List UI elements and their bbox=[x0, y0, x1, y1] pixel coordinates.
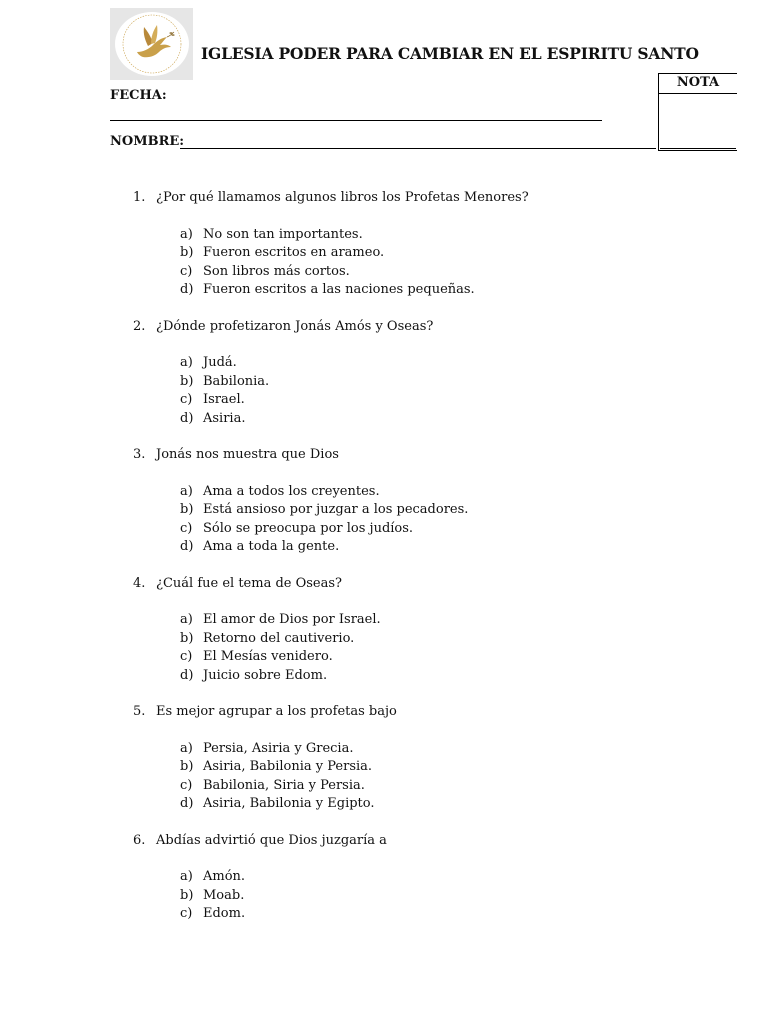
grade-line bbox=[660, 148, 736, 149]
answer-option[interactable] bbox=[0, 373, 768, 392]
option-text: Babilonia. bbox=[203, 373, 270, 389]
option-letter: d) bbox=[180, 282, 194, 297]
answer-option[interactable] bbox=[0, 667, 768, 686]
question-text: Jonás nos muestra que Dios bbox=[156, 447, 339, 462]
question-text: ¿Por qué llamamos algunos libros los Profetas Menores? bbox=[156, 190, 529, 205]
option-text: Edom. bbox=[203, 906, 246, 921]
option-text: El Mesías venidero. bbox=[203, 649, 333, 664]
grade-label: NOTA bbox=[659, 74, 737, 94]
logo-emblem bbox=[115, 12, 189, 76]
option-text: Israel. bbox=[203, 392, 245, 407]
name-label: NOMBRE: bbox=[110, 134, 185, 149]
option-letter: a) bbox=[180, 869, 193, 884]
date-line[interactable] bbox=[110, 120, 602, 121]
question-number: 1. bbox=[133, 190, 146, 205]
question-block bbox=[0, 703, 768, 814]
question-number: 5. bbox=[133, 704, 146, 719]
option-letter: c) bbox=[180, 777, 193, 793]
grade-box bbox=[658, 73, 737, 151]
option-text: Fueron escritos en arameo. bbox=[203, 245, 385, 260]
answer-option[interactable] bbox=[0, 905, 768, 924]
answer-option[interactable] bbox=[0, 758, 768, 777]
question-text: Abdías advirtió que Dios juzgaría a bbox=[156, 832, 387, 848]
question bbox=[0, 703, 768, 722]
question bbox=[0, 575, 768, 594]
answer-option[interactable] bbox=[0, 391, 768, 410]
question bbox=[0, 318, 768, 337]
answer-option[interactable] bbox=[0, 520, 768, 539]
date-label: FECHA: bbox=[110, 88, 167, 103]
option-text: Judá. bbox=[203, 355, 237, 370]
option-letter: c) bbox=[180, 520, 193, 536]
option-text: Juicio sobre Edom. bbox=[203, 667, 328, 683]
answer-option[interactable] bbox=[0, 887, 768, 906]
option-letter: a) bbox=[180, 483, 193, 499]
option-letter: d) bbox=[180, 667, 194, 683]
answer-option[interactable] bbox=[0, 410, 768, 429]
answer-option[interactable] bbox=[0, 244, 768, 263]
document-title: IGLESIA PODER PARA CAMBIAR EN EL ESPIRITU SANTO bbox=[201, 44, 699, 63]
option-text: El amor de Dios por Israel. bbox=[203, 612, 381, 627]
answer-option[interactable] bbox=[0, 354, 768, 373]
answer-option[interactable] bbox=[0, 483, 768, 502]
option-text: Retorno del cautiverio. bbox=[203, 630, 355, 646]
option-text: Moab. bbox=[203, 887, 245, 903]
name-line[interactable] bbox=[180, 148, 656, 149]
option-text: Asiria. bbox=[203, 410, 246, 426]
answer-option[interactable] bbox=[0, 538, 768, 557]
option-text: Persia, Asiria y Grecia. bbox=[203, 740, 354, 756]
question bbox=[0, 832, 768, 851]
option-letter: d) bbox=[180, 796, 194, 811]
option-text: Ama a toda la gente. bbox=[203, 539, 340, 554]
option-text: Babilonia, Siria y Persia. bbox=[203, 777, 365, 793]
option-text: Amón. bbox=[203, 869, 246, 884]
option-text: Está ansioso por juzgar a los pecadores. bbox=[203, 502, 469, 517]
answer-option[interactable] bbox=[0, 740, 768, 759]
option-text: Fueron escritos a las naciones pequeñas. bbox=[203, 282, 475, 297]
question-block bbox=[0, 832, 768, 924]
question-block bbox=[0, 446, 768, 557]
answer-option[interactable] bbox=[0, 263, 768, 282]
question-block bbox=[0, 318, 768, 429]
dove-icon bbox=[115, 12, 189, 76]
question-number: 6. bbox=[133, 832, 146, 848]
option-letter: b) bbox=[180, 759, 194, 774]
answer-option[interactable] bbox=[0, 868, 768, 887]
question-text: ¿Dónde profetizaron Jonás Amós y Oseas? bbox=[156, 318, 434, 334]
option-text: Son libros más cortos. bbox=[203, 263, 350, 279]
question-list bbox=[0, 189, 768, 924]
option-text: Asiria, Babilonia y Persia. bbox=[203, 759, 373, 774]
option-letter: d) bbox=[180, 410, 194, 426]
question bbox=[0, 189, 768, 208]
option-letter: c) bbox=[180, 906, 193, 921]
question-block bbox=[0, 575, 768, 686]
question-number: 3. bbox=[133, 447, 146, 462]
answer-option[interactable] bbox=[0, 611, 768, 630]
option-letter: a) bbox=[180, 612, 193, 627]
option-letter: b) bbox=[180, 373, 194, 389]
question-block bbox=[0, 189, 768, 300]
option-text: No son tan importantes. bbox=[203, 226, 363, 242]
option-letter: d) bbox=[180, 539, 194, 554]
option-letter: a) bbox=[180, 355, 193, 370]
option-letter: b) bbox=[180, 245, 194, 260]
answer-option[interactable] bbox=[0, 226, 768, 245]
question-number: 4. bbox=[133, 575, 146, 591]
option-letter: a) bbox=[180, 226, 193, 242]
option-letter: b) bbox=[180, 630, 194, 646]
answer-option[interactable] bbox=[0, 777, 768, 796]
answer-option[interactable] bbox=[0, 501, 768, 520]
question-number: 2. bbox=[133, 318, 146, 334]
option-letter: b) bbox=[180, 887, 194, 903]
option-text: Asiria, Babilonia y Egipto. bbox=[203, 796, 375, 811]
question-text: Es mejor agrupar a los profetas bajo bbox=[156, 704, 397, 719]
option-text: Ama a todos los creyentes. bbox=[203, 483, 380, 499]
answer-option[interactable] bbox=[0, 281, 768, 300]
option-letter: c) bbox=[180, 263, 193, 279]
answer-option[interactable] bbox=[0, 648, 768, 667]
question bbox=[0, 446, 768, 465]
option-letter: a) bbox=[180, 740, 193, 756]
option-letter: b) bbox=[180, 502, 194, 517]
option-letter: c) bbox=[180, 392, 193, 407]
church-logo bbox=[110, 8, 193, 80]
question-text: ¿Cuál fue el tema de Oseas? bbox=[156, 575, 343, 591]
option-letter: c) bbox=[180, 649, 193, 664]
answer-option[interactable] bbox=[0, 630, 768, 649]
option-text: Sólo se preocupa por los judíos. bbox=[203, 520, 414, 536]
answer-option[interactable] bbox=[0, 795, 768, 814]
